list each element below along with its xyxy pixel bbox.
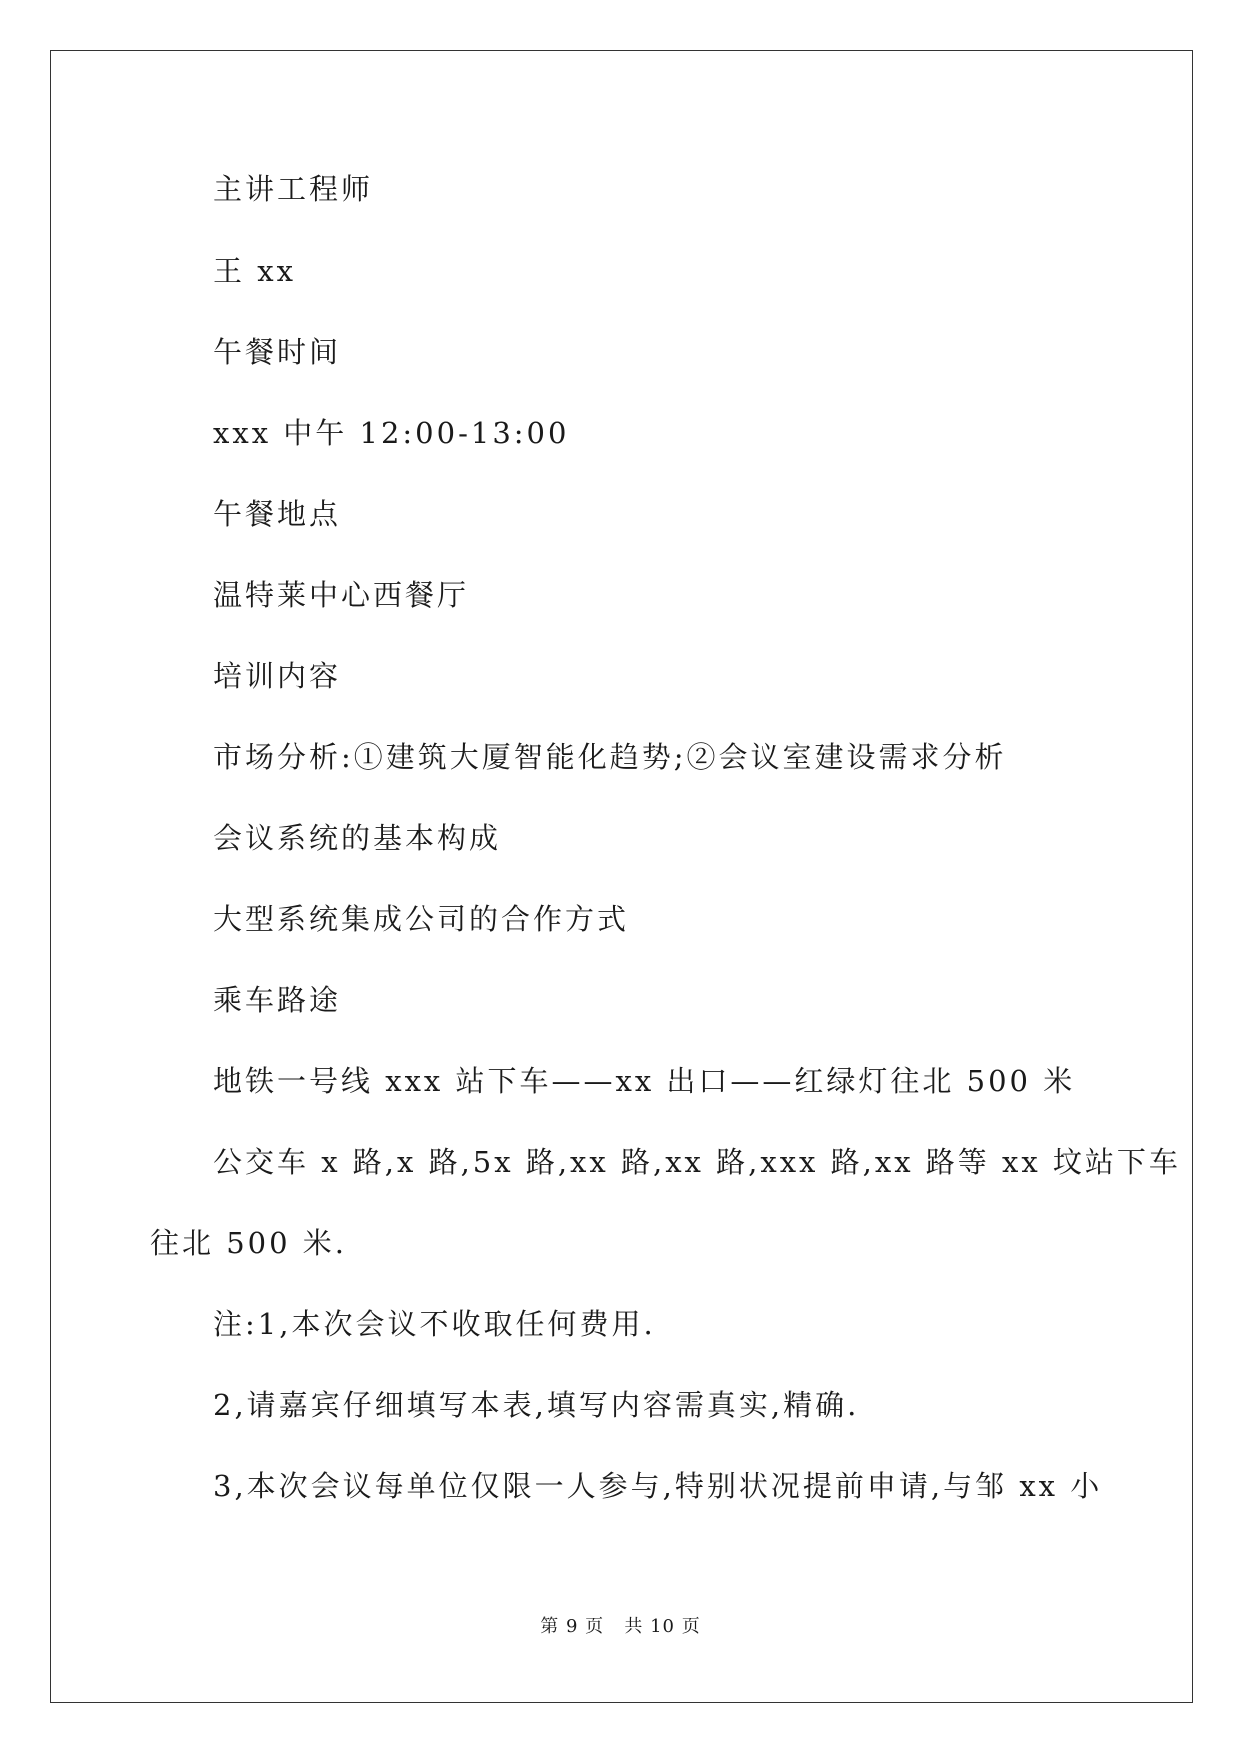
text-line: 大型系统集成公司的合作方式 bbox=[213, 902, 630, 936]
text-line: 午餐地点 bbox=[213, 497, 342, 531]
text-line: 午餐时间 bbox=[213, 335, 342, 369]
page-number-footer: 第 9 页 共 10 页 bbox=[540, 1616, 701, 1637]
text-line: 公交车 x 路,x 路,5x 路,xx 路,xx 路,xxx 路,xx 路等 xx 坟站下车 bbox=[213, 1145, 1181, 1179]
text-line: 2,请嘉宾仔细填写本表,填写内容需真实,精确. bbox=[213, 1388, 860, 1422]
text-line: xxx 中午 12:00-13:00 bbox=[213, 416, 570, 450]
text-line: 往北 500 米. bbox=[150, 1226, 348, 1260]
text-line: 乘车路途 bbox=[213, 983, 342, 1017]
text-line: 培训内容 bbox=[213, 659, 342, 693]
page-border bbox=[50, 50, 1193, 1703]
text-line: 市场分析:①建筑大厦智能化趋势;②会议室建设需求分析 bbox=[213, 740, 1007, 774]
text-line: 注:1,本次会议不收取任何费用. bbox=[213, 1307, 656, 1341]
text-line: 会议系统的基本构成 bbox=[213, 821, 502, 855]
text-line: 3,本次会议每单位仅限一人参与,特别状况提前申请,与邹 xx 小 bbox=[213, 1469, 1103, 1503]
text-line: 温特莱中心西餐厅 bbox=[213, 578, 470, 612]
text-line: 主讲工程师 bbox=[213, 172, 374, 206]
text-line: 地铁一号线 xxx 站下车——xx 出口——红绿灯往北 500 米 bbox=[213, 1064, 1076, 1098]
text-line: 王 xx bbox=[213, 254, 296, 288]
